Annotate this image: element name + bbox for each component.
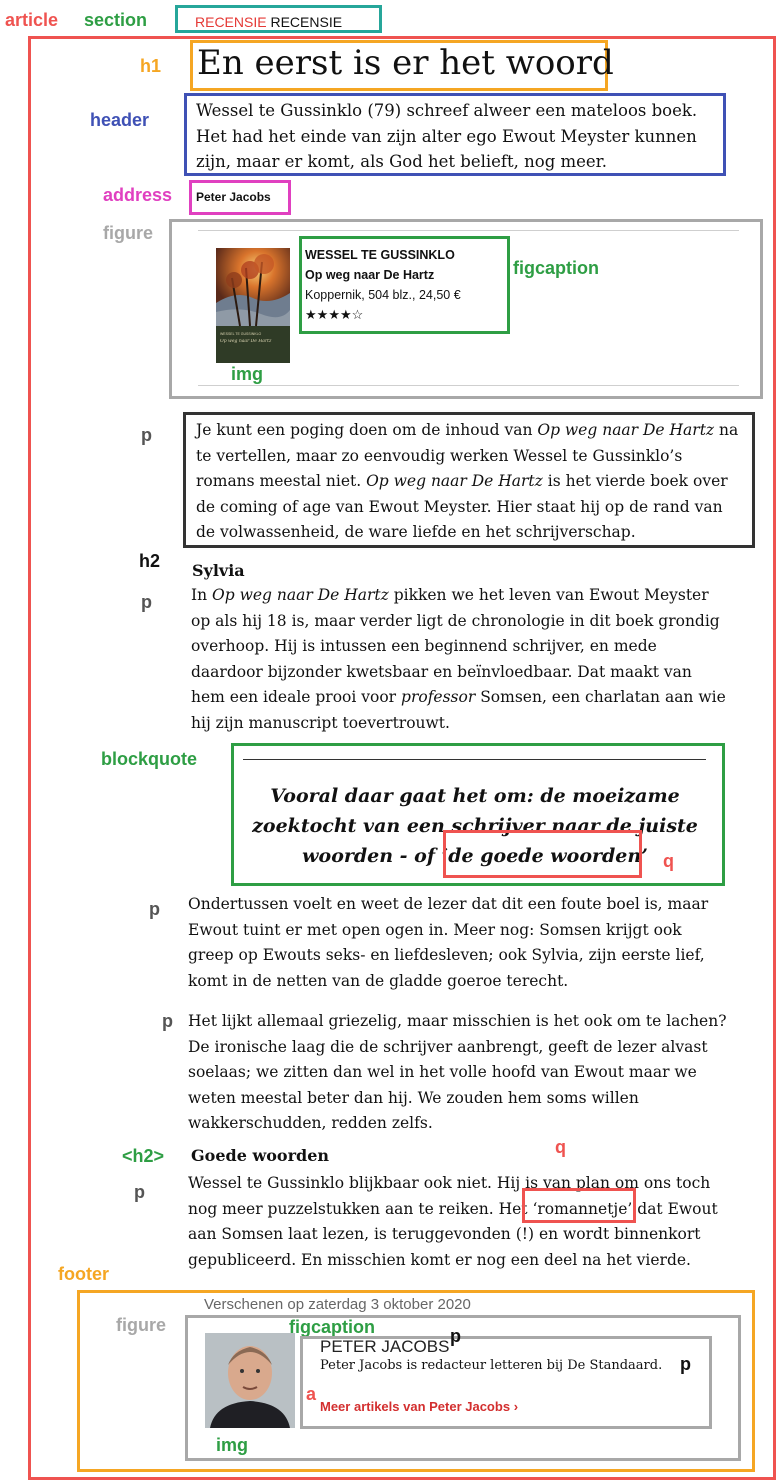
p5-label: p [134, 1182, 145, 1202]
star-filled-icon: ★ [339, 307, 352, 322]
p5-b: dat Ewout aan Somsen laat lezen, is teruggevonden (!) en wordt binnenkort gepubliceerd. En misschien komt er nog een deel na het vierde. [188, 1199, 718, 1269]
blockquote-label: blockquote [101, 749, 198, 769]
book-cover-image [216, 248, 290, 363]
section-kicker [195, 13, 342, 31]
h2-1-label: h2 [139, 551, 161, 571]
book-rating [305, 305, 505, 325]
book-author: WESSEL TE GUSSINKLO [305, 248, 455, 262]
section-kicker-red: RECENSIE [195, 14, 267, 30]
more-articles-text: Meer artikels van Peter Jacobs [320, 1399, 511, 1414]
star-filled-icon: ★ [305, 307, 317, 322]
address-label: address [103, 185, 173, 205]
p2-label: p [141, 592, 152, 612]
paragraph-2 [191, 583, 728, 736]
figure-rule-top [198, 230, 739, 231]
figure-label: figure [103, 223, 154, 243]
p2-b: Op weg naar De Hartz [212, 586, 389, 604]
paragraph-1 [196, 418, 743, 546]
section-kicker-black: RECENSIE [270, 14, 343, 30]
p1-e: is het vierde boek over de coming of age van Ewout Meyster. Hier staat hij op de rand van de volwassenheid, de ware liefde en het schrijverschap. [196, 472, 728, 541]
p1-d: Op weg naar De Hartz [366, 472, 543, 490]
link-label: a [306, 1384, 317, 1404]
author-name-caps: PETER JACOBS [320, 1337, 450, 1356]
published-date: Verschenen op zaterdag 3 oktober 2020 [204, 1296, 471, 1313]
h1-label: h1 [140, 56, 162, 76]
heading-sylvia: Sylvia [192, 561, 245, 580]
footer-figure-label: figure [116, 1315, 167, 1335]
footer-img-label: img [216, 1435, 249, 1455]
article-label: article [5, 10, 59, 30]
q1-outline [443, 830, 642, 878]
article-title: En eerst is er het woord [197, 43, 614, 83]
p2-a: In [191, 586, 213, 604]
figure-rule-bottom [198, 385, 739, 386]
quote-q: ‘de goede woorden’ [441, 845, 648, 867]
star-filled-icon: ★ [328, 307, 340, 322]
heading-goede-woorden: Goede woorden [191, 1146, 329, 1165]
book-cover-author: WESSEL TE GUSSINKLO [220, 332, 262, 336]
book-title: Op weg naar De Hartz [305, 268, 435, 282]
p1-label: p [141, 425, 152, 445]
img-label: img [231, 364, 264, 384]
paragraph-5 [188, 1171, 728, 1273]
book-publisher: Koppernik, 504 blz., 24,50 € [305, 288, 461, 302]
p1-a: Je kunt een poging doen om de inhoud van [196, 421, 538, 439]
section-label: section [84, 10, 148, 30]
p4-label: p [162, 1011, 173, 1031]
q2-outline [522, 1188, 636, 1223]
header-label: header [90, 110, 150, 130]
more-articles-link[interactable] [320, 1398, 518, 1416]
p2-c: pikken we het leven van Ewout Meyster op als hij 18 is, maar verder ligt de chronologie in dit boek grondig overhoop. Hij is intussen een beginnend schrijver, en mede daardoor bijzonder kwetsbaar en beïnvloedbaar. Dat maakt van hem een ideale prooi voor [191, 586, 720, 706]
blockquote-rule [243, 759, 706, 760]
book-caption [305, 245, 505, 325]
author-photo [205, 1333, 295, 1428]
paragraph-4: Het lijkt allemaal griezelig, maar misschien is het ook om te lachen? De ironische laag die de schrijver aanbrengt, geeft de lezer alvast soelaas; we zitten dan wel in het volle hoofd van Ewout maar we weten meestal beter dan hij. We zouden hem soms willen wakkerschudden, redden zelfs. [188, 1012, 727, 1132]
book-cover-art [216, 248, 290, 363]
h2-2-label: <h2> [122, 1146, 165, 1166]
figcaption-label: figcaption [513, 258, 599, 278]
p3-label: p [149, 899, 160, 919]
star-empty-icon: ☆ [351, 307, 364, 322]
p5-q: ‘romannetje’ [532, 1199, 633, 1218]
footer-p2-label: p [680, 1354, 691, 1374]
book-cover-title: Op weg naar De Hartz [220, 339, 272, 344]
author-photo-art [205, 1333, 295, 1428]
footer-p1-label: p [450, 1326, 461, 1346]
p2-d: professor [401, 688, 476, 706]
p2-e: Somsen, een charlatan aan wie hij zijn manuscript toevertrouwt. [191, 688, 726, 732]
star-filled-icon: ★ [316, 307, 329, 322]
intro-text: Wessel te Gussinklo (79) schreef alweer een mateloos boek. Het had het einde van zijn alter ego Ewout Meyster kunnen zijn, maar er komt, als God het belieft, nog meer. [196, 101, 698, 171]
author-name: Peter Jacobs [196, 190, 271, 204]
q1-label: q [663, 851, 674, 871]
p1-b: Op weg naar De Hartz [537, 421, 715, 439]
footer-figcaption-label: figcaption [289, 1317, 375, 1337]
quote-text: Vooral daar gaat het om: de moeizame zoektocht van een schrijver naar de juiste woorden - of [252, 785, 698, 867]
q2-label: q [555, 1137, 566, 1157]
p5-a: Wessel te Gussinklo blijkbaar ook niet. Hij is van plan om ons toch nog meer puzzelstukken aan te reiken. Het [188, 1174, 711, 1218]
paragraph-3: Ondertussen voelt en weet de lezer dat dit een foute boel is, maar Ewout tuint er met open ogen in. Meer nog: Somsen krijgt ook greep op Ewouts seks- en liefdesleven; ook Sylvia, zijn eerste lief, komt in de netten van de gladde goeroe terecht. [188, 895, 709, 990]
author-bio: Peter Jacobs is redacteur letteren bij De Standaard. [320, 1358, 663, 1373]
chevron-right-icon: › [513, 1399, 519, 1414]
footer-label: footer [58, 1264, 109, 1284]
p1-c: na te vertellen, maar zo eenvoudig werken Wessel te Gussinklo’s romans meestal niet. [196, 421, 739, 490]
